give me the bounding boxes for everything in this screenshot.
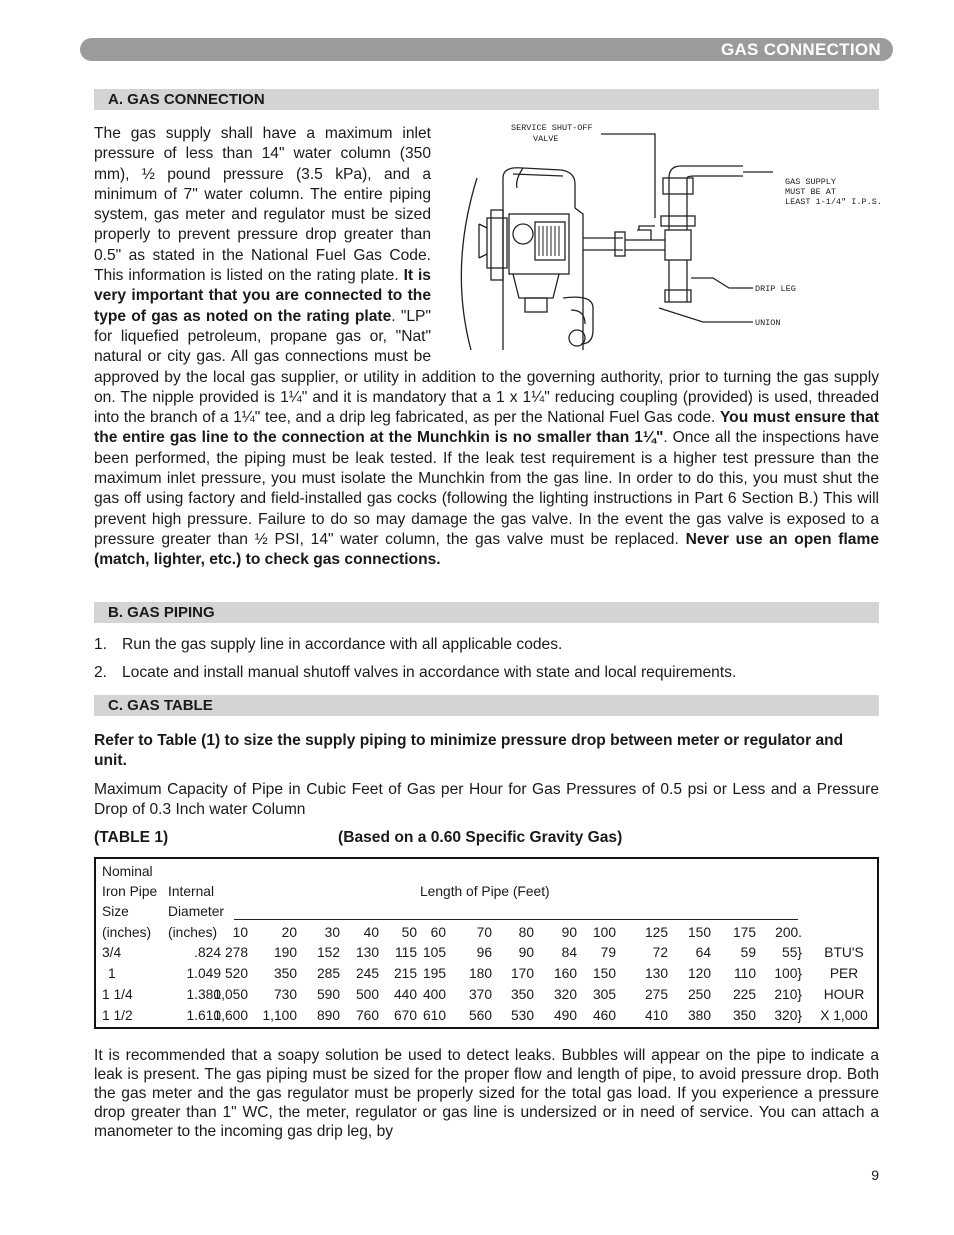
table-cell-value: 115	[395, 945, 417, 960]
table-cell-size: 1 1/4	[102, 987, 133, 1002]
table-cell-value: 152	[316, 945, 340, 960]
table-cell-value: 320}	[774, 1008, 802, 1023]
section-c-heading: C. GAS TABLE	[94, 695, 879, 716]
table-cell-diameter: 1.049	[186, 966, 221, 981]
table-cell-value: 410	[644, 1008, 668, 1023]
table-cell-value: 380	[687, 1008, 711, 1023]
section-a-text-2: . "LP" for liquefied petroleum, propane gas or, "Nat" natural or city gas. All gas connections must be approved by the local gas supplier, or utility in addition to the governing authority, prior to turning the gas supply on. The nipple provided is 1¼" and it is mandatory that a 1 x 1¼" reducing coupling (provided) is used, threaded into the branch of a 1¼" tee, and a drip leg fabricated, as per the National Fuel Gas code.	[94, 307, 879, 427]
table-cell-value: 96	[476, 945, 492, 960]
length-header-cell: 10	[232, 925, 248, 940]
table-head-diameter: Diameter	[168, 904, 224, 919]
table-head-nominal: Nominal	[102, 864, 153, 879]
table-cell-value: 370	[468, 987, 492, 1002]
table-caption	[94, 828, 879, 848]
header-title: GAS CONNECTION	[720, 40, 881, 59]
section-a-body	[94, 123, 882, 571]
section-a-text-1: The gas supply shall have a maximum inlet pressure of less than 14" water column (350 mm), ½ pound pressure (3.5 kPa), and a minimum of 7" water column. The entire piping system, gas meter and regulator must be sized properly to prevent pressure drop greater than 0.5" as stated in the National Fuel Gas Code. This information is listed on the rating plate.	[94, 125, 431, 285]
table-cell-value: 760	[355, 1008, 379, 1023]
table-cell-value: 225	[732, 987, 756, 1002]
table-cell-value: 180	[468, 966, 492, 981]
table-cell-value: 520	[224, 966, 248, 981]
section-b-heading: B. GAS PIPING	[94, 602, 879, 623]
table-cell-value: 610	[422, 1008, 446, 1023]
table-head-inches-2: (inches)	[168, 925, 218, 940]
table-cell-value: 190	[273, 945, 297, 960]
table-cell-value: 105	[422, 945, 446, 960]
table-cell-diameter: 1.380	[186, 987, 221, 1002]
table-cell-value: 730	[273, 987, 297, 1002]
table-cell-value: 170	[510, 966, 534, 981]
list-item-text: Run the gas supply line in accordance with all applicable codes.	[122, 636, 563, 653]
table-cell-value: 55}	[782, 945, 802, 960]
table-cell-value: 350	[732, 1008, 756, 1023]
length-header-cell: 200.	[775, 925, 802, 940]
length-header-cell: 90	[561, 925, 577, 940]
table-cell-value: 278	[224, 945, 248, 960]
diagram-label-supply-1: GAS SUPPLY	[785, 177, 837, 187]
diagram-label-drip-leg: DRIP LEG	[755, 284, 796, 294]
length-header-cell: 80	[518, 925, 534, 940]
section-a-bold-1: It is very important that you are connected to the type of gas as noted on the rating plate	[94, 267, 431, 325]
table-head-rule	[234, 919, 798, 920]
table-cell-value: 195	[422, 966, 446, 981]
table-cell-value: 210}	[774, 987, 802, 1002]
table-cell-value: 245	[355, 966, 379, 981]
table-cell-value: 500	[355, 987, 379, 1002]
table-label: (TABLE 1)	[94, 829, 169, 846]
table-cell-size: 3/4	[102, 945, 122, 960]
list-item	[94, 663, 736, 683]
page-header-banner	[80, 38, 893, 61]
length-header-cell: 40	[363, 925, 379, 940]
table-cell-value: 79	[600, 945, 616, 960]
length-header-cell: 30	[324, 925, 340, 940]
table-cell-value: 275	[644, 987, 668, 1002]
table-head-size: Size	[102, 904, 129, 919]
section-a-text-3: . Once all the inspections have been performed, the piping must be leak tested. If the leak test requirement is a higher test pressure than the maximum inlet pressure, you must isolate the Munchkin from the gas line. In order to do this, you must shut the gas off using factory and field-installed gas cocks (following the lighting instructions in Part 6 Section B.) This will prevent high pressure. Failure to do so may damage the gas valve. In the event the gas valve is exposed to a pressure greater than ½ PSI, 14" water column, the gas valve must be replaced.	[94, 429, 880, 548]
length-header-cell: 70	[476, 925, 492, 940]
table-cell-value: 110	[734, 966, 756, 981]
section-a-bold-2: You must ensure that the entire gas line to the connection at the Munchkin is no smaller than 1¼"	[94, 409, 879, 447]
length-header-cell: 60	[430, 925, 446, 940]
table-cell-diameter: .824	[194, 945, 221, 960]
table-cell-value: 130	[355, 945, 379, 960]
section-a-bold-3: Never use an open flame (match, lighter, etc.) to check gas connections.	[94, 530, 879, 569]
length-header-cell: 175	[732, 925, 756, 940]
table-cell-value: 72	[652, 945, 668, 960]
page-number: 9	[871, 1167, 879, 1183]
diagram-label-valve-1: SERVICE SHUT-OFF	[511, 123, 593, 133]
table-cell-value: 350	[273, 966, 297, 981]
table-cell-value: 84	[561, 945, 577, 960]
length-header-cell: 150	[687, 925, 711, 940]
table-note: (Based on a 0.60 Specific Gravity Gas)	[338, 829, 623, 846]
table-cell-value: 120	[687, 966, 711, 981]
table-cell-value: 530	[510, 1008, 534, 1023]
table-cell-value: 560	[468, 1008, 492, 1023]
table-head-inches-1: (inches)	[102, 925, 152, 940]
section-c-intro: Maximum Capacity of Pipe in Cubic Feet of Gas per Hour for Gas Pressures of 0.5 psi or Less and a Pressure Drop of 0.3 Inch water Column	[94, 781, 879, 819]
table-cell-value: 90	[518, 945, 534, 960]
table-cell-value: 64	[695, 945, 711, 960]
table-cell-unit: PER	[829, 966, 859, 981]
table-cell-value: 670	[393, 1008, 417, 1023]
length-header-cell: 125	[644, 925, 668, 940]
list-item	[94, 635, 562, 655]
table-cell-value: 590	[316, 987, 340, 1002]
list-item-text: Locate and install manual shutoff valves in accordance with state and local requirements.	[122, 664, 737, 681]
table-cell-diameter: 1.610	[186, 1008, 221, 1023]
table-cell-value: 440	[393, 987, 417, 1002]
section-c-intro-bold: Refer to Table (1) to size the supply piping to minimize pressure drop between meter or regulator and unit.	[94, 732, 844, 770]
table-head-iron-pipe: Iron Pipe	[102, 884, 158, 899]
diagram-label-supply-3: LEAST 1-1/4" I.P.S.	[785, 197, 882, 207]
table-cell-unit: HOUR	[823, 987, 865, 1002]
table-cell-value: 250	[687, 987, 711, 1002]
table-cell-value: 160	[553, 966, 577, 981]
table-cell-unit: BTU'S	[824, 945, 864, 960]
table-cell-value: 130	[644, 966, 668, 981]
table-cell-value: 350	[510, 987, 534, 1002]
table-cell-value: 400	[422, 987, 446, 1002]
section-a-heading: A. GAS CONNECTION	[94, 89, 879, 110]
list-item-number: 2.	[94, 664, 108, 681]
table-head-internal: Internal	[168, 884, 215, 899]
length-header-cell: 20	[281, 925, 297, 940]
table-cell-unit: X 1,000	[820, 1008, 868, 1023]
table-cell-value: 1,050	[213, 987, 248, 1002]
table-cell-value: 100}	[774, 966, 802, 981]
table-cell-value: 460	[592, 1008, 616, 1023]
footer-paragraph: It is recommended that a soapy solution be used to detect leaks. Bubbles will appear on the pipe to indicate a leak is present. The gas piping must be sized for the proper flow and length of pipe, to avoid pressure drop. Both the gas meter and the gas regulator must be properly sized for the total gas load. If you experience a pressure drop greater than 1" WC, the meter, regulator or gas line is undersized or in need of service. You can attach a manometer to the incoming gas drip leg, by	[94, 1047, 879, 1140]
gas-pipe-table	[94, 857, 879, 1029]
table-cell-value: 1,100	[262, 1008, 297, 1023]
table-cell-value: 215	[393, 966, 417, 981]
table-cell-value: 305	[592, 987, 616, 1002]
table-cell-value: 320	[553, 987, 577, 1002]
length-header-cell: 100	[592, 925, 616, 940]
table-cell-value: 490	[553, 1008, 577, 1023]
list-item-number: 1.	[94, 636, 108, 653]
length-header-cell: 50	[401, 925, 417, 940]
table-cell-value: 1,600	[213, 1008, 248, 1023]
diagram-label-union: UNION	[755, 318, 781, 328]
table-head-length: Length of Pipe (Feet)	[420, 884, 550, 899]
table-cell-value: 890	[316, 1008, 340, 1023]
table-cell-size: 1	[108, 966, 116, 981]
diagram-label-supply-2: MUST BE AT	[785, 187, 837, 197]
table-cell-size: 1 1/2	[102, 1008, 133, 1023]
table-cell-value: 150	[592, 966, 616, 981]
table-cell-value: 285	[316, 966, 340, 981]
diagram-label-valve-2: VALVE	[533, 134, 559, 144]
gas-connection-diagram	[443, 118, 889, 350]
table-cell-value: 59	[740, 945, 756, 960]
